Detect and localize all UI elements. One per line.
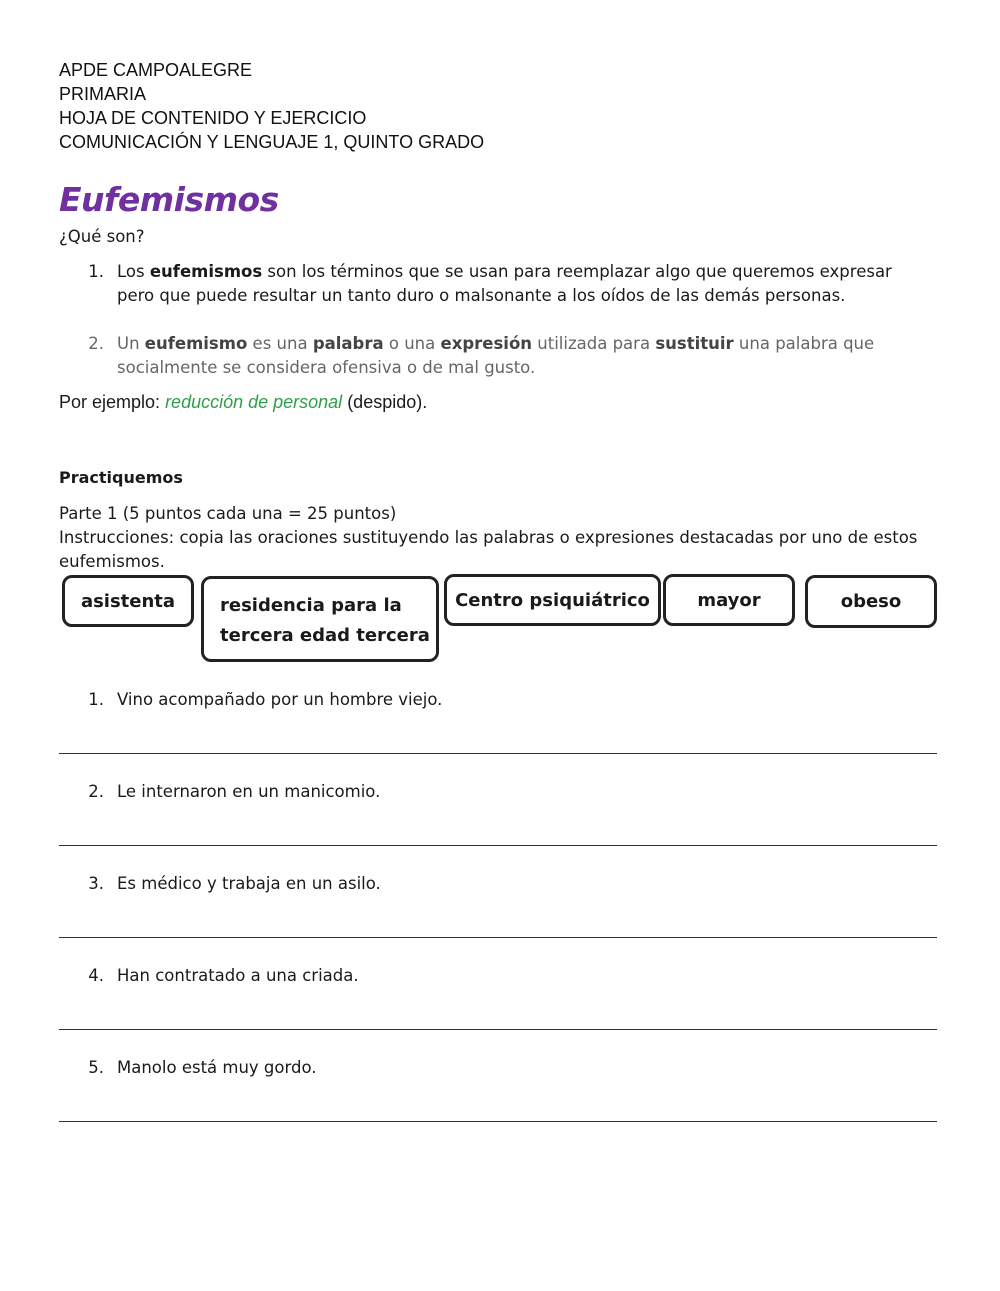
exercise-number: 3.	[88, 874, 104, 893]
answer-line[interactable]	[59, 937, 937, 938]
exercise-number: 4.	[88, 966, 104, 985]
part-label: Parte 1 (5 puntos cada una = 25 puntos)	[59, 504, 397, 523]
exercise-sentence: Vino acompañado por un hombre viejo.	[117, 690, 443, 709]
exercise-sentence: Le internaron en un manicomio.	[117, 782, 381, 801]
word-bank-obeso: obeso	[805, 575, 937, 628]
school-level: PRIMARIA	[59, 84, 147, 104]
definition-2: Un eufemismo es una palabra o una expresión utilizada para sustituir una palabra que socialmente se considera ofensiva o de mal gusto.	[117, 334, 875, 377]
example-line: Por ejemplo: reducción de personal (despido).	[59, 392, 428, 412]
instructions: Instrucciones: copia las oraciones sustituyendo las palabras o expresiones destacadas por uno de estos eufemismos.	[59, 528, 918, 571]
practice-heading: Practiquemos	[59, 468, 183, 487]
exercise-sentence: Es médico y trabaja en un asilo.	[117, 874, 381, 893]
word-bank-asistenta: asistenta	[62, 575, 194, 627]
definition-number: 1.	[88, 262, 104, 281]
word-bank-centro-psiquiatrico: Centro psiquiátrico	[444, 574, 661, 626]
answer-line[interactable]	[59, 1029, 937, 1030]
course-grade: COMUNICACIÓN Y LENGUAJE 1, QUINTO GRADO	[59, 132, 485, 152]
definition-number: 2.	[88, 334, 104, 353]
exercise-number: 1.	[88, 690, 104, 709]
answer-line[interactable]	[59, 845, 937, 846]
answer-line[interactable]	[59, 753, 937, 754]
school-name: APDE CAMPOALEGRE	[59, 60, 253, 80]
exercise-number: 5.	[88, 1058, 104, 1077]
word-bank-residencia: residencia para la tercera edad tercera	[201, 576, 439, 662]
exercise-sentence: Manolo está muy gordo.	[117, 1058, 317, 1077]
sheet-type: HOJA DE CONTENIDO Y EJERCICIO	[59, 108, 367, 128]
page-title: Eufemismos	[59, 180, 279, 219]
example-term: reducción de personal	[165, 392, 343, 412]
exercise-sentence: Han contratado a una criada.	[117, 966, 359, 985]
word-bank-mayor: mayor	[663, 574, 795, 626]
exercise-number: 2.	[88, 782, 104, 801]
definition-1: Los eufemismos son los términos que se usan para reemplazar algo que queremos expresar pero que puede resultar un tanto duro o malsonante a los oídos de las demás personas.	[117, 262, 892, 305]
subtitle-question: ¿Qué son?	[59, 227, 145, 246]
answer-line[interactable]	[59, 1121, 937, 1122]
